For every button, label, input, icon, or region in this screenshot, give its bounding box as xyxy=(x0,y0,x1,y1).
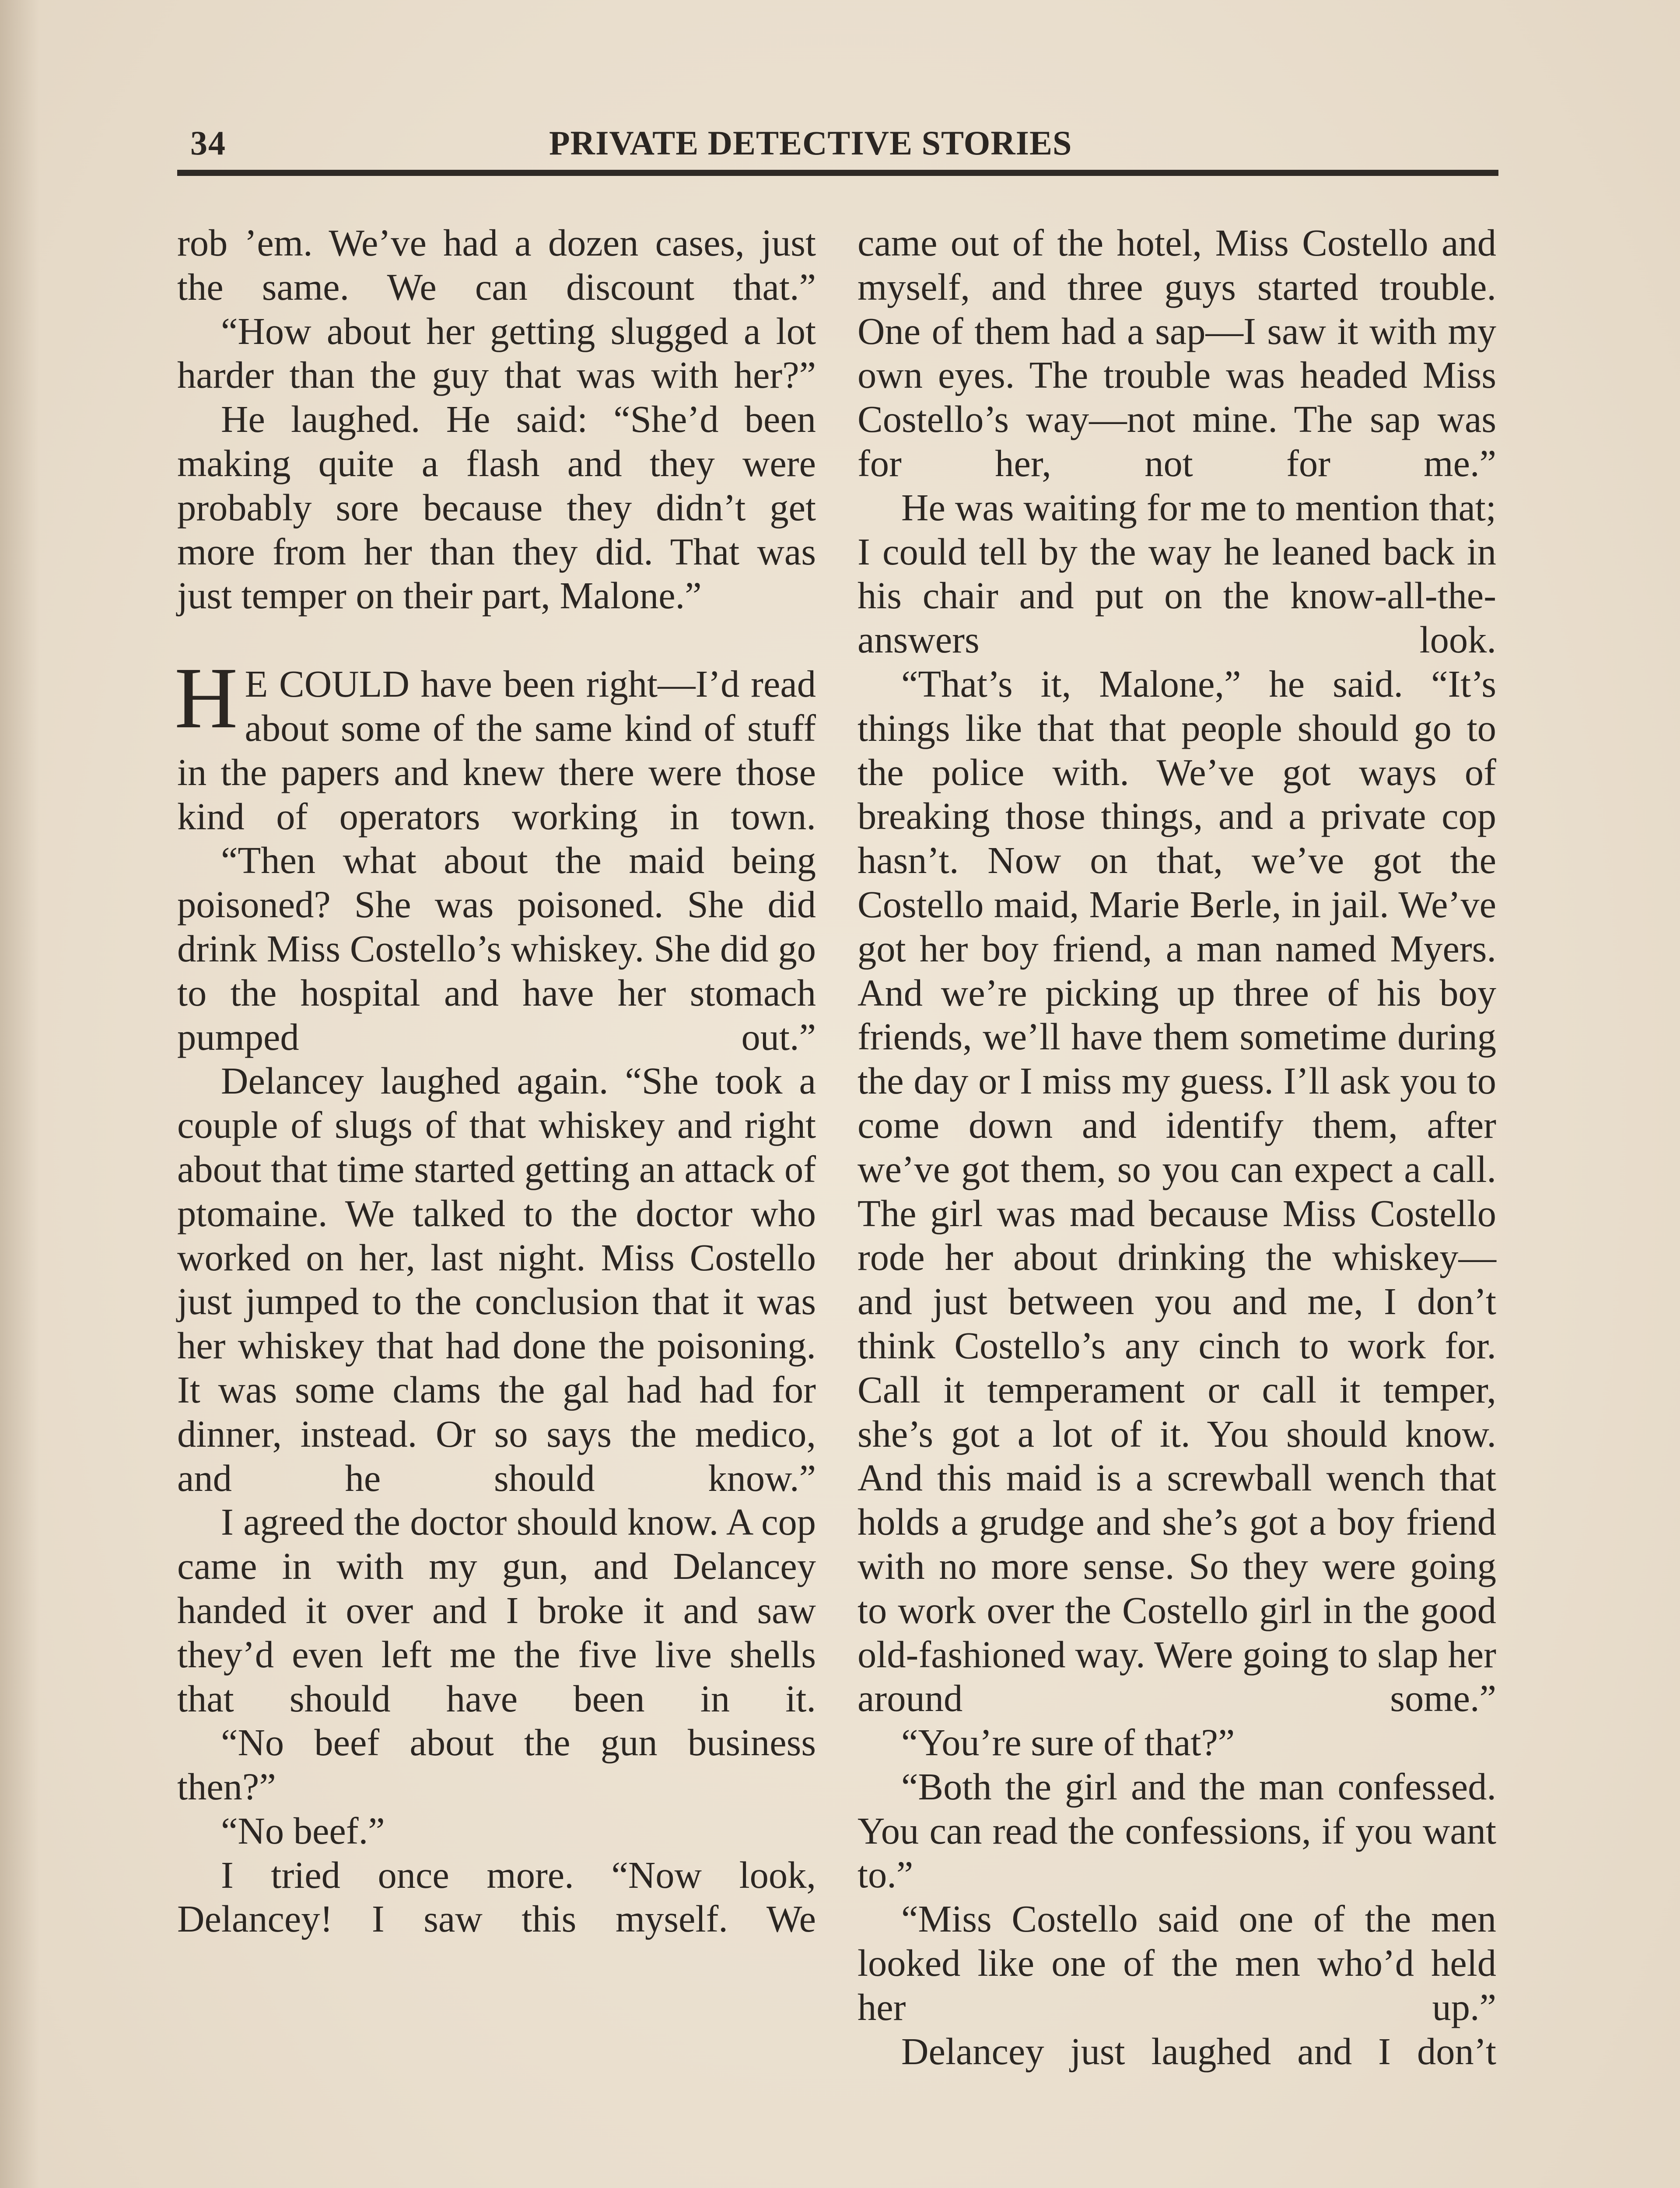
drop-cap: H xyxy=(175,650,238,747)
paragraph: “You’re sure of that?” xyxy=(901,1722,1235,1764)
paragraph: I tried once more. “Now look, Delancey! I saw this myself. We xyxy=(177,1854,816,1940)
header-rule xyxy=(177,170,1498,176)
page-edge-shadow xyxy=(0,0,39,2188)
paragraph: Delancey just laughed and I don’t xyxy=(901,2030,1496,2072)
paragraph: rob ’em. We’ve had a dozen cases, just the same. We can discount that.” xyxy=(177,222,816,308)
paragraph: “Then what about the maid being poisoned? She was poisoned. She did drink Miss Costello’s whiskey. She did go to the hospital and have her stomach pumped out.” xyxy=(177,839,816,1058)
paragraph: “No beef.” xyxy=(221,1809,385,1852)
paragraph: He laughed. He said: “She’d been making quite a flash and they were probably sore because they didn’t get more from her than they did. That was just temper on their part, Malone.” xyxy=(177,398,816,617)
paragraph: Delancey laughed again. “She took a couple of slugs of that whiskey and right about that time started getting an attack of ptomaine. We talked to the doctor who worked on her, last night. Miss Costello just jumped to the conclusion that it was her whiskey that had done the poisoning. It was some clams the gal had had for dinner, instead. Or so says the medico, and he should know.” xyxy=(177,1060,816,1499)
paragraph: He was waiting for me to mention that; I could tell by the way he leaned back in his chair and put on the know-all-the-answers look. xyxy=(858,486,1496,661)
magazine-title: PRIVATE DETECTIVE STORIES xyxy=(549,124,1072,162)
left-column xyxy=(177,221,816,1941)
paragraph: “That’s it, Malone,” he said. “It’s things like that that people should go to the police with. We’ve got ways of breaking those things, and a private cop hasn’t. Now on that, we’ve got the Costello maid, Marie Berle, in jail. We’ve got her boy friend, a man named Myers. And we’re picking up three of his boy friends, we’ll have them sometime during the day or I miss my guess. I’ll ask you to come down and identify them, after we’ve got them, so you can expect a call. The girl was mad because Miss Costello rode her about drinking the whiskey—and just between you and me, I don’t think Costello’s any cinch to work for. Call it temperament or call it temper, she’s got a lot of it. You should know. And this maid is a screwball wench that holds a grudge and she’s got a boy friend with no more sense. So they were going to work over the Costello girl in the good old-fashioned way. Were going to slap her around some.” xyxy=(858,663,1496,1720)
page-header xyxy=(177,118,1498,166)
right-column xyxy=(858,221,1496,2073)
paragraph: “Both the girl and the man confessed. You can read the confessions, if you want to.” xyxy=(858,1765,1496,1896)
paragraph: came out of the hotel, Miss Costello and myself, and three guys started trouble. One of them had a sap—I saw it with my own eyes. The trouble was headed Miss Costello’s way—not mine. The sap was for her, not for me.” xyxy=(858,222,1496,484)
paragraph: “Miss Costello said one of the men looked like one of the men who’d held her up.” xyxy=(858,1898,1496,2028)
paragraph: I agreed the doctor should know. A cop came in with my gun, and Delancey handed it over and I broke it and saw they’d even left me the five live shells that should have been in it. xyxy=(177,1501,816,1720)
paragraph: “No beef about the gun business then?” xyxy=(177,1722,816,1808)
paragraph: “How about her getting slugged a lot harder than the guy that was with her?” xyxy=(177,310,816,396)
paragraph-text: E COULD have been right—I’d read about some of the same kind of stuff in the papers and knew there were those kind of operators working in town. xyxy=(177,663,816,838)
section-break xyxy=(177,618,816,662)
section-opening-paragraph xyxy=(175,650,816,838)
page-number: 34 xyxy=(190,124,226,162)
